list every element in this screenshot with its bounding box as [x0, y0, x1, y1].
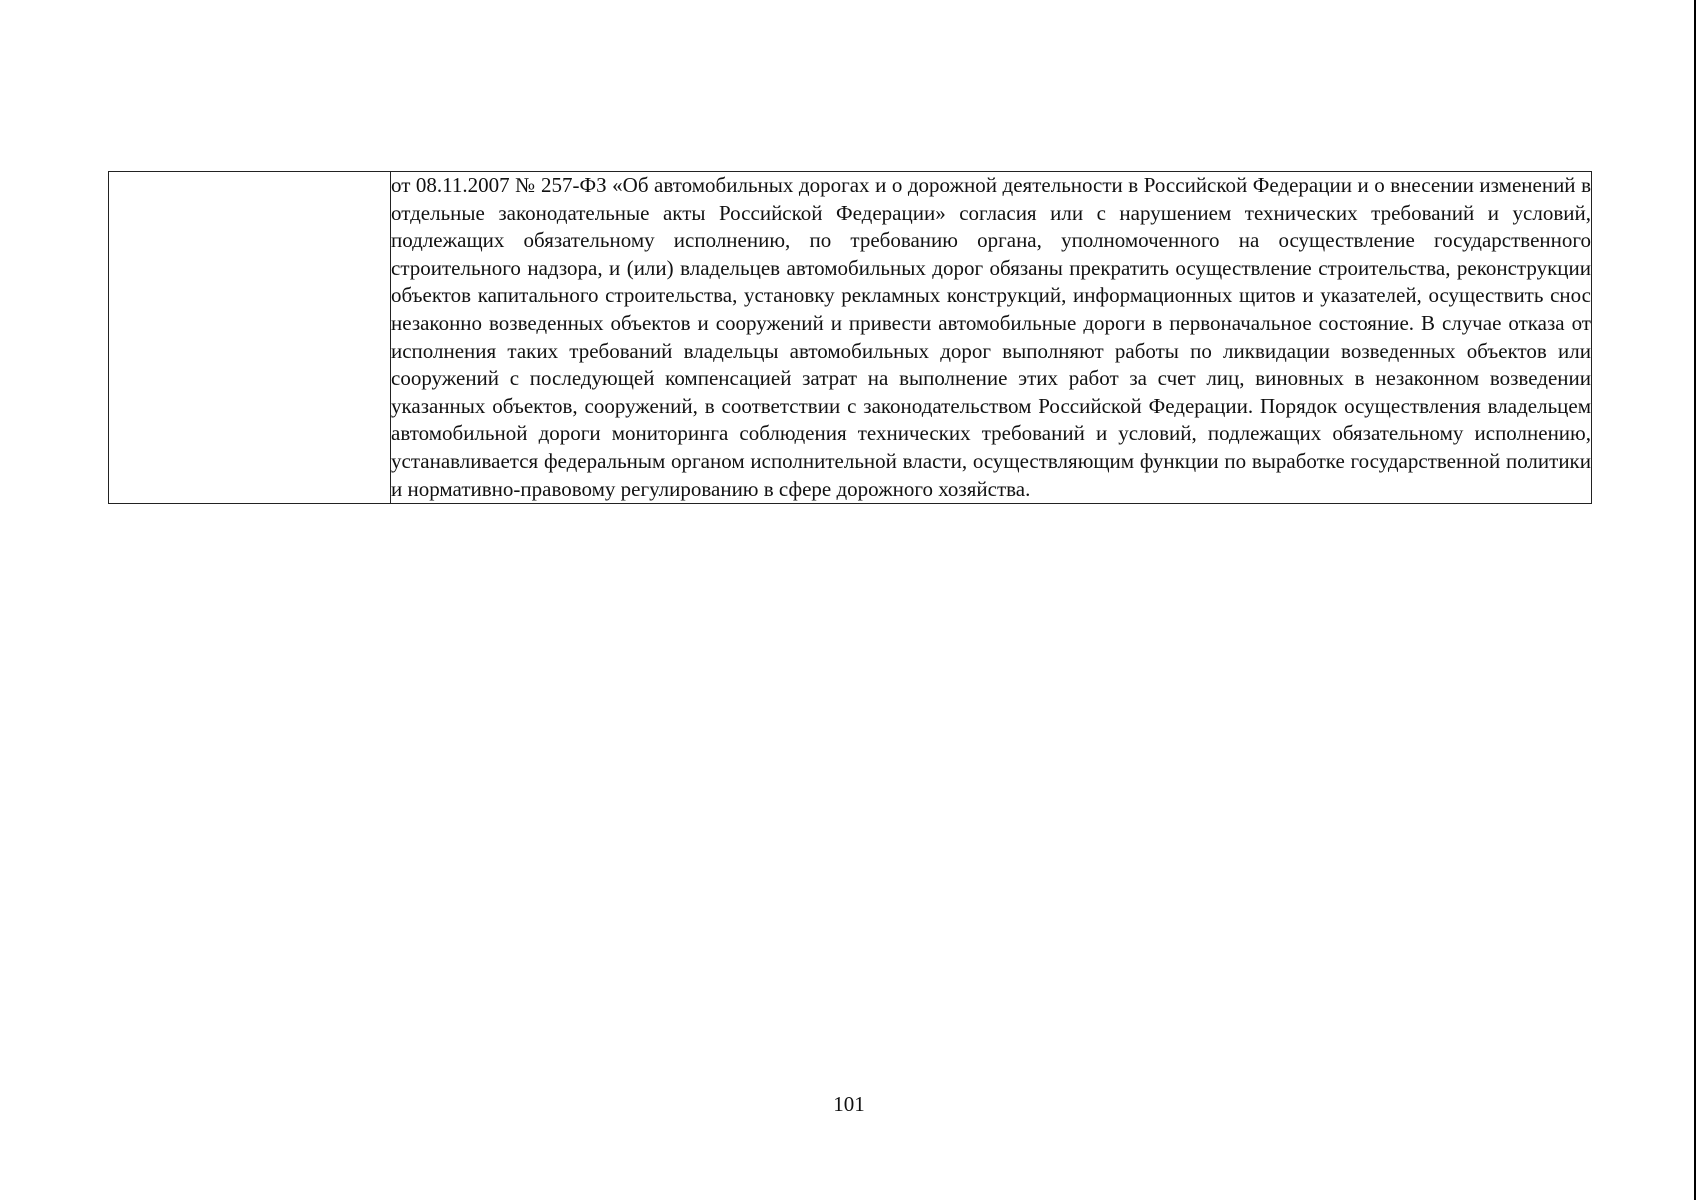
content-table — [108, 171, 1592, 504]
table-cell-right — [391, 172, 1592, 504]
regulation-paragraph: от 08.11.2007 № 257-ФЗ «Об автомобильных дорогах и о дорожной деятельности в Российской Федерации и о внесении изменений в отдельные законодательные акты Российской Федерации» согласия или с нарушением технических требований и условий, подлежащих обязательному исполнению, по требованию органа, уполномоченного на осуществление государственного строительного надзора, и (или) владельцев автомобильных дорог обязаны прекратить осуществление строительства, реконструкции объектов капитального строительства, установку рекламных конструкций, информационных щитов и указателей, осуществить снос незаконно возведенных объектов и сооружений и привести автомобильные дороги в первоначальное состояние. В случае отказа от исполнения таких требований владельцы автомобильных дорог выполняют работы по ликвидации возведенных объектов или сооружений с последующей компенсацией затрат на выполнение этих работ за счет лиц, виновных в незаконном возведении указанных объектов, сооружений, в соответствии с законодательством Российской Федерации. Порядок осуществления владельцем автомобильной дороги мониторинга соблюдения технических требований и условий, подлежащих обязательному исполнению, устанавливается федеральным органом исполнительной власти, осуществляющим функции по выработке государственной политики и нормативно-правовому регулированию в сфере дорожного хозяйства. — [391, 173, 1591, 501]
table-row — [109, 172, 1592, 504]
page-edge-line — [1694, 0, 1696, 1200]
page-number: 101 — [833, 1092, 865, 1116]
table-cell-left — [109, 172, 391, 504]
